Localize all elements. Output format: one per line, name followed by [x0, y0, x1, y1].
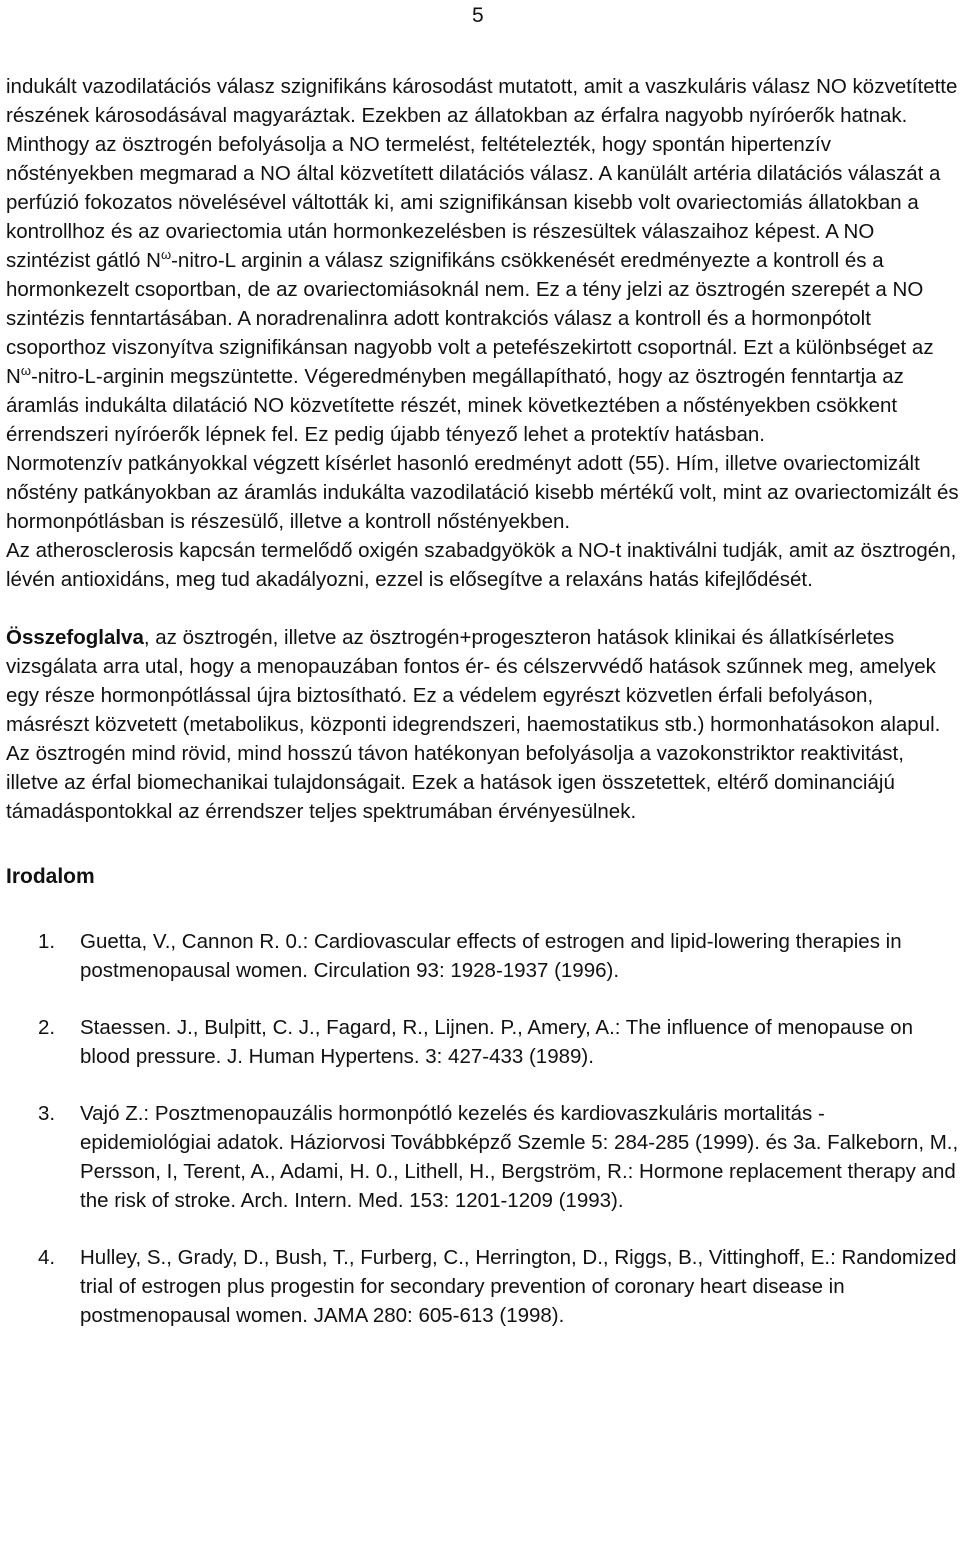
- reference-list: [6, 927, 960, 1330]
- summary-text: , az ösztrogén, illetve az ösztrogén+progeszteron hatások klinikai és állatkísérletes vizsgálata arra utal, hogy a menopauzában fontos ér- és célszervvédő hatások szűnnek meg, amelyek egy része hormonpótlással újra biztosítható. Ez a védelem egyrészt közvetlen érfali befolyáson, másrészt közvetett (metabolikus, központi idegrendszeri, haemostatikus stb.) hormonhatásokon alapul. Az ösztrogén mind rövid, mind hosszú távon hatékonyan befolyásolja a vazokonstriktor reaktivitást, illetve az érfal biomechanikai tulajdonságait. Ezek a hatások igen összetettek, eltérő dominanciájú támadáspontokkal az érrendszer teljes spektrumában érvényesülnek.: [6, 626, 941, 823]
- paragraph-text: -nitro-L-arginin megszüntette. Végeredményben megállapítható, hogy az ösztrogén fenntartja az áramlás indukálta dilatáció NO közvetítette részét, minek következtében a nőstényekben csökkent érrendszeri nyíróerők lépnek fel. Ez pedig újabb tényező lehet a protektív hatásban.: [6, 365, 904, 446]
- body-paragraph: [6, 72, 960, 449]
- reference-item: [6, 1013, 960, 1071]
- reference-text: Staessen. J., Bulpitt, C. J., Fagard, R., Lijnen. P., Amery, A.: The influence of menopause on blood pressure. J. Human Hypertens. 3: 427-433 (1989).: [80, 1016, 913, 1068]
- reference-number: 2.: [38, 1016, 56, 1039]
- page-number: 5: [472, 4, 484, 27]
- reference-item: [6, 1099, 960, 1215]
- reference-item: [6, 927, 960, 985]
- summary-paragraph: [6, 623, 960, 826]
- body-paragraph: Normotenzív patkányokkal végzett kísérlet hasonló eredményt adott (55). Hím, illetve ovariectomizált nőstény patkányokban az áramlás indukálta vazodilatáció kisebb mértékű volt, mint az ovariectomizált és hormonpótlásban is részesülő, illetve a kontroll nőstényekben.: [6, 452, 959, 533]
- reference-number: 3.: [38, 1102, 56, 1125]
- reference-number: 4.: [38, 1246, 56, 1269]
- summary-lead: Összefoglalva: [6, 626, 144, 649]
- document-body: [6, 72, 960, 1358]
- omega-superscript: ω: [160, 247, 172, 262]
- body-paragraph: Az atherosclerosis kapcsán termelődő oxigén szabadgyökök a NO-t inaktiválni tudják, amit az ösztrogén, lévén antioxidáns, meg tud akadályozni, ezzel is elősegítve a relaxáns hatás kifejlődését.: [6, 539, 957, 591]
- reference-number: 1.: [38, 930, 56, 953]
- reference-text: Vajó Z.: Posztmenopauzális hormonpótló kezelés és kardiovaszkuláris mortalitás - epidemiológiai adatok. Háziorvosi Továbbképző Szemle 5: 284-285 (1999). és 3a. Falkeborn, M., Persson, I, Terent, A., Adami, H. 0., Lithell, H., Bergström, R.: Hormone replacement therapy and the risk of stroke. Arch. Intern. Med. 153: 1201-1209 (1993).: [80, 1102, 959, 1212]
- paragraph-text: indukált vazodilatációs válasz szignifikáns károsodást mutatott, amit a vaszkuláris válasz NO közvetítette részének károsodásával magyaráztak. Ezekben az állatokban az érfalra nagyobb nyíróerők hatnak. Minthogy az ösztrogén befolyásolja a NO termelést, feltételezték, hogy spontán hipertenzív nőstényekben megmarad a NO által közvetített dilatációs válasz. A kanülált artéria dilatációs válaszát a perfúzió fokozatos növelésével váltották ki, ami szignifikánsan kisebb volt ovariectomiás állatokban a kontrollhoz és az ovariectomia után hormonkezelésben is részesültek válaszaihoz képest. A NO szintézist gátló N: [6, 75, 958, 272]
- reference-text: Hulley, S., Grady, D., Bush, T., Furberg, C., Herrington, D., Riggs, B., Vittinghoff, E.: Randomized trial of estrogen plus progestin for secondary prevention of coronary heart disease in postmenopausal women. JAMA 280: 605-613 (1998).: [80, 1246, 957, 1327]
- spacer: [6, 891, 960, 927]
- references-heading: Irodalom: [6, 865, 95, 888]
- spacer: [6, 826, 960, 862]
- reference-text: Guetta, V., Cannon R. 0.: Cardiovascular effects of estrogen and lipid-lowering therapies in postmenopausal women. Circulation 93: 1928-1937 (1996).: [80, 930, 902, 982]
- spacer: [6, 594, 960, 623]
- reference-item: [6, 1243, 960, 1330]
- paragraph-text: -nitro-L arginin a válasz szignifikáns csökkenését eredményezte a kontroll és a hormonkezelt csoportban, de az ovariectomiásoknál nem. Ez a tény jelzi az ösztrogén szerepét a NO szintézis fenntartásában. A noradrenalinra adott kontrakciós válasz a kontroll és a hormonpótolt csoporthoz viszonyítva szignifikánsan nagyobb volt a petefészekirtott csoportnál. Ezt a különbséget az N: [6, 249, 934, 388]
- omega-superscript: ω: [20, 363, 31, 378]
